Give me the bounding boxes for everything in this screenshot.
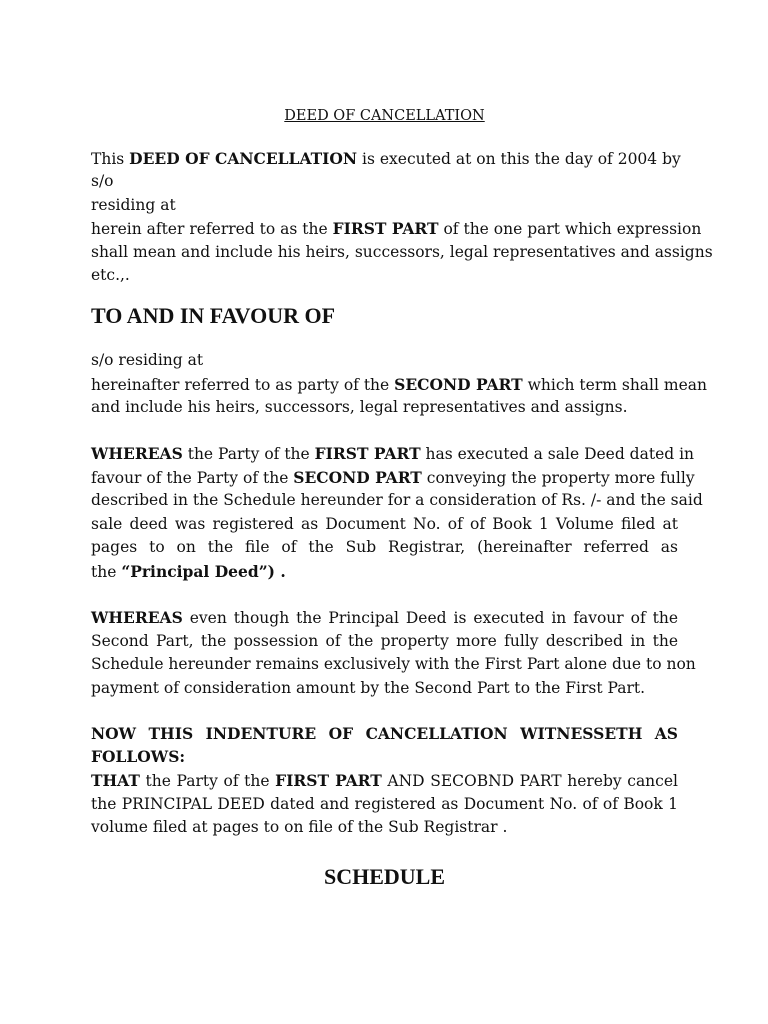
text-span: the Party of the bbox=[182, 445, 315, 463]
text-span: which term shall mean bbox=[522, 376, 707, 394]
indenture-line-4: the PRINCIPAL DEED dated and registered as Document No. of of Book 1 bbox=[91, 795, 678, 813]
text-span: favour of the Party of the bbox=[91, 469, 294, 487]
whereas1-line-3: described in the Schedule hereunder for a consideration of Rs. /- and the said bbox=[91, 491, 703, 509]
intro-line-4 bbox=[91, 217, 702, 241]
second-party-line-3: and include his heirs, successors, legal representatives and assigns. bbox=[91, 398, 628, 416]
bold-principal-deed: “Principal Deed”) . bbox=[121, 562, 286, 581]
bold-that: THAT bbox=[91, 771, 140, 790]
text-span: This bbox=[91, 150, 130, 168]
bold-deed-title: DEED OF CANCELLATION bbox=[129, 149, 358, 168]
indenture-line-2: FOLLOWS: bbox=[91, 747, 186, 766]
bold-whereas: WHEREAS bbox=[91, 608, 183, 627]
schedule-heading: SCHEDULE bbox=[323, 864, 446, 889]
bold-first-part: FIRST PART bbox=[275, 771, 382, 790]
whereas2-line-3: Schedule hereunder remains exclusively with the First Part alone due to non bbox=[91, 655, 696, 673]
bold-whereas: WHEREAS bbox=[91, 444, 183, 463]
whereas1-line-2 bbox=[91, 466, 695, 490]
text-span: hereinafter referred to as party of the bbox=[91, 376, 395, 394]
text-span: is executed at on this the day of 2004 by bbox=[357, 150, 681, 168]
intro-line-1 bbox=[91, 147, 681, 171]
whereas1-line-6 bbox=[91, 560, 678, 584]
document-title: DEED OF CANCELLATION bbox=[284, 108, 485, 124]
bold-first-part: FIRST PART bbox=[332, 219, 439, 238]
whereas2-line-2: Second Part, the possession of the property more fully described in the bbox=[91, 632, 678, 650]
intro-line-5: shall mean and include his heirs, successors, legal representatives and assigns bbox=[91, 243, 713, 261]
text-span: herein after referred to as the bbox=[91, 220, 333, 238]
intro-line-6: etc.,. bbox=[91, 266, 130, 284]
whereas2-line-4: payment of consideration amount by the Second Part to the First Part. bbox=[91, 679, 646, 697]
intro-line-2: s/o bbox=[91, 172, 114, 190]
text-span: of the one part which expression bbox=[438, 220, 702, 238]
text-span: AND SECOBND PART hereby cancel bbox=[381, 772, 678, 790]
indenture-line-1: NOW THIS INDENTURE OF CANCELLATION WITNESSETH AS bbox=[91, 724, 678, 743]
bold-second-part: SECOND PART bbox=[293, 468, 422, 487]
favour-heading: TO AND IN FAVOUR OF bbox=[91, 303, 336, 328]
text-span: the bbox=[91, 563, 122, 581]
indenture-line-5: volume filed at pages to on file of the Sub Registrar . bbox=[91, 818, 508, 836]
text-span: even though the Principal Deed is executed in favour of the bbox=[182, 609, 678, 627]
indenture-line-3 bbox=[91, 769, 678, 793]
second-party-line-1: s/o residing at bbox=[91, 351, 204, 369]
intro-line-3: residing at bbox=[91, 196, 176, 214]
whereas1-line-1 bbox=[91, 442, 695, 466]
whereas1-line-4: sale deed was registered as Document No. of of Book 1 Volume filed at bbox=[91, 515, 678, 533]
whereas2-line-1 bbox=[91, 606, 678, 630]
text-span: conveying the property more fully bbox=[421, 469, 695, 487]
text-span: has executed a sale Deed dated in bbox=[420, 445, 695, 463]
bold-second-part: SECOND PART bbox=[394, 375, 523, 394]
bold-first-part: FIRST PART bbox=[314, 444, 421, 463]
text-span: the Party of the bbox=[139, 772, 276, 790]
second-party-line-2 bbox=[91, 373, 707, 397]
whereas1-line-5: pages to on the file of the Sub Registrar, (hereinafter referred as bbox=[91, 538, 678, 556]
